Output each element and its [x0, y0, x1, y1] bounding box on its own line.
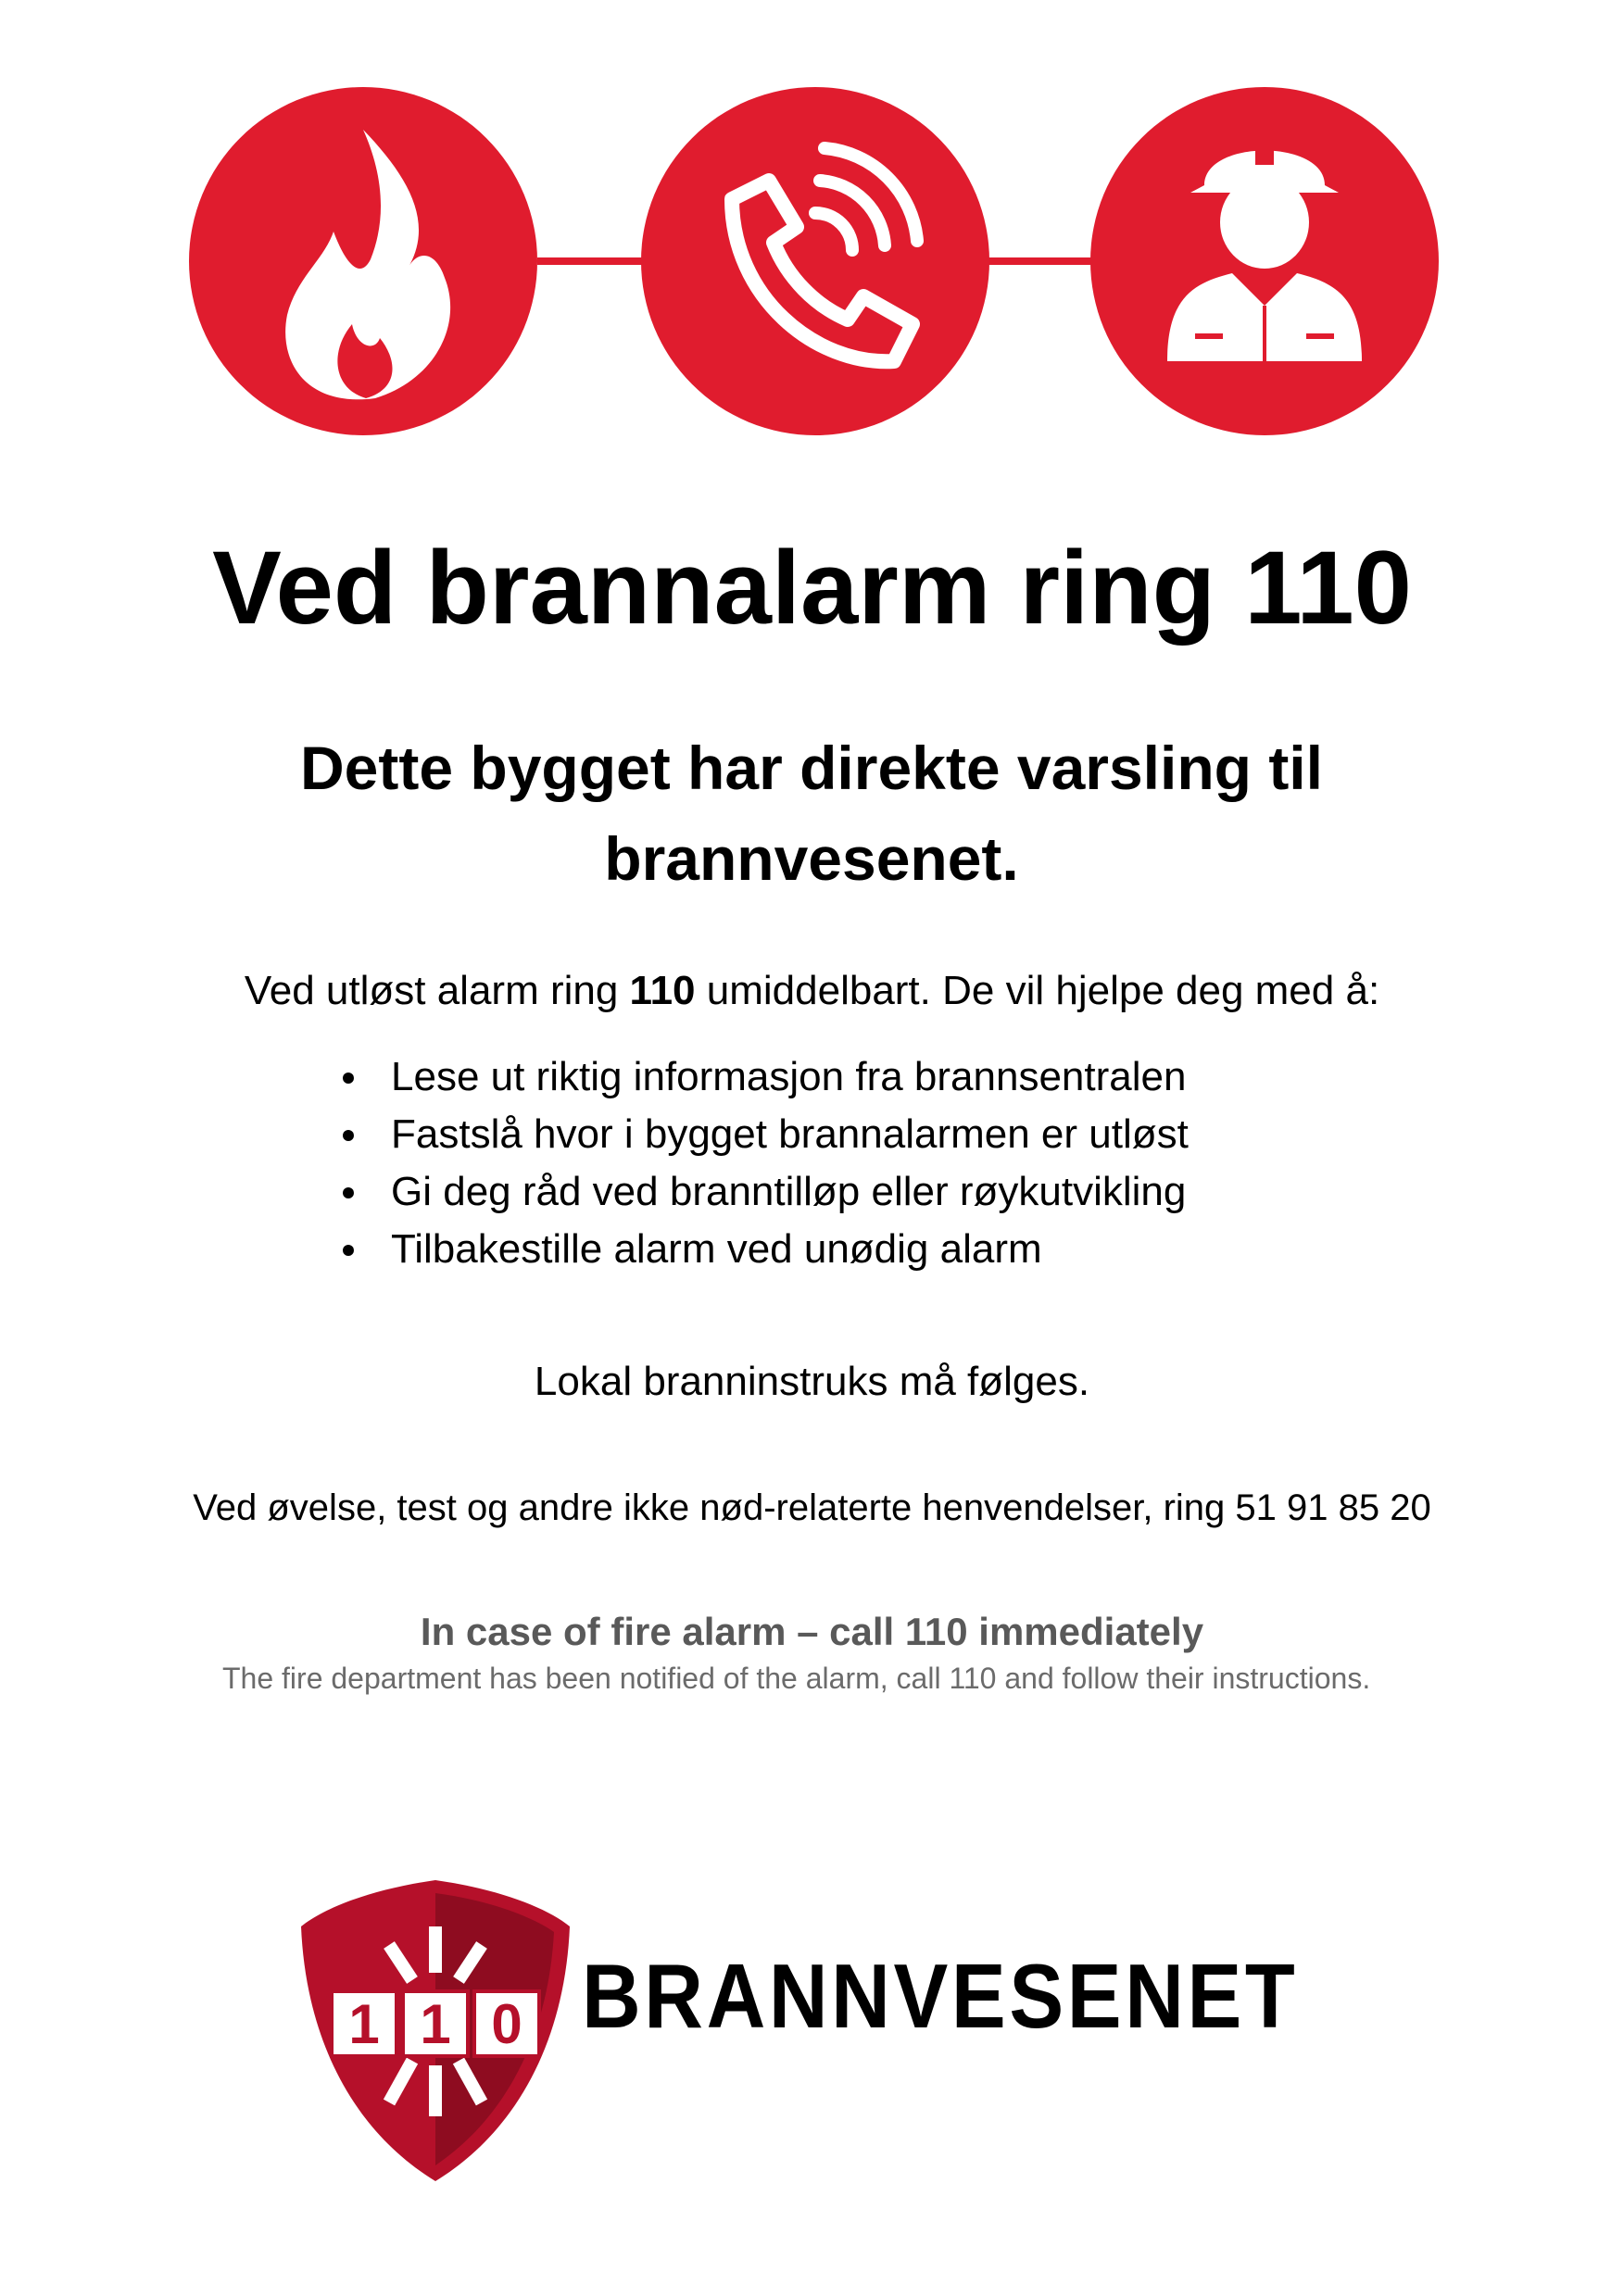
emblem-digit: 1	[348, 1993, 380, 2055]
list-item: Fastslå hvor i bygget brannalarmen er utløst	[343, 1106, 1189, 1163]
fire-icon	[189, 87, 537, 435]
subtitle: Dette bygget har direkte varsling til brannvesenet.	[300, 734, 1323, 893]
english-text: The fire department has been notified of the alarm, call 110 and follow their instructions.	[222, 1662, 1371, 1695]
exercise-notice: Ved øvelse, test og andre ikke nød-relaterte henvendelser, ring 51 91 85 20	[193, 1487, 1431, 1528]
icon-row	[0, 0, 1624, 519]
emblem-digit: 0	[491, 1993, 522, 2055]
help-list	[343, 1048, 1189, 1278]
english-title: In case of fire alarm – call 110 immediately	[420, 1610, 1204, 1653]
emblem-digit: 1	[420, 1993, 451, 2055]
brannvesenet-logo	[296, 1871, 574, 2186]
list-item: Gi deg råd ved branntilløp eller røykutvikling	[343, 1163, 1189, 1221]
intro-text	[0, 963, 1624, 1019]
list-item: Tilbakestille alarm ved unødig alarm	[343, 1221, 1189, 1278]
intro-after: umiddelbart. De vil hjelpe deg med å:	[695, 968, 1380, 1013]
phone-ringing-icon	[641, 87, 989, 435]
brand-name: BRANNVESENET	[582, 1945, 1299, 2047]
local-instruction: Lokal branninstruks må følges.	[534, 1359, 1090, 1404]
emergency-number: 110	[629, 968, 696, 1013]
intro-before: Ved utløst alarm ring	[244, 968, 630, 1013]
firefighter-icon	[1090, 87, 1439, 435]
page-title: Ved brannalarm ring 110	[212, 530, 1412, 646]
list-item: Lese ut riktig informasjon fra brannsentralen	[343, 1048, 1189, 1106]
